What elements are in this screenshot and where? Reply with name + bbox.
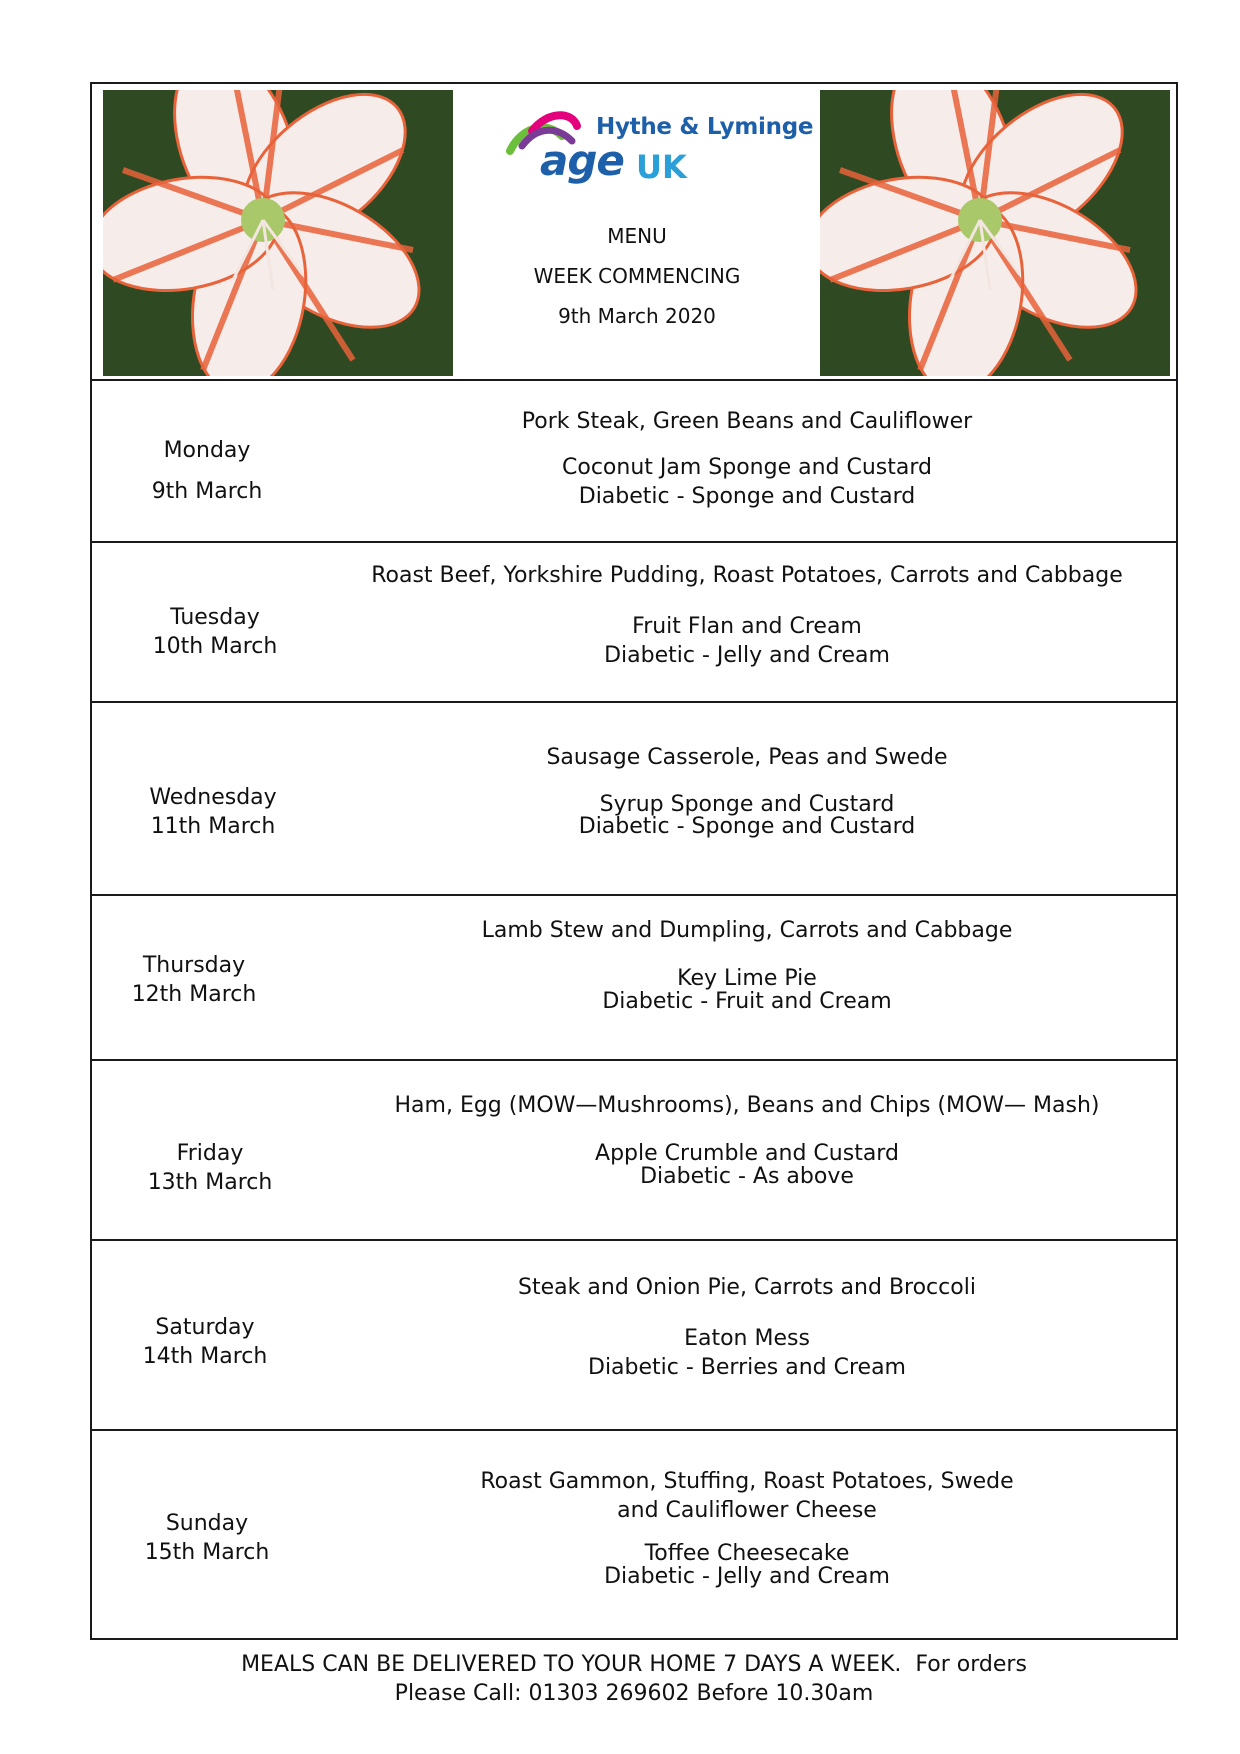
day-cell <box>98 783 328 841</box>
diabetic-option: Diabetic - Berries and Cream <box>588 1355 906 1380</box>
day-date: 13th March <box>147 1170 273 1195</box>
meal-cell <box>362 561 1132 670</box>
day-date: 12th March <box>131 982 257 1007</box>
dessert: Eaton Mess <box>684 1326 810 1351</box>
diabetic-option: Diabetic - Sponge and Custard <box>578 484 916 509</box>
day-cell <box>79 951 309 1009</box>
meal-cell <box>362 1273 1132 1382</box>
menu-row-sunday <box>92 1431 1176 1640</box>
diabetic-option: Diabetic - Jelly and Cream <box>604 1564 890 1589</box>
day-date: 14th March <box>142 1344 268 1369</box>
week-commencing-label: WEEK COMMENCING <box>533 264 741 288</box>
dessert: Fruit Flan and Cream <box>632 614 862 639</box>
age-uk-logo <box>502 106 814 196</box>
diabetic-option: Diabetic - Sponge and Custard <box>578 814 916 839</box>
dessert: Coconut Jam Sponge and Custard <box>562 455 932 480</box>
dessert: Syrup Sponge and Custard <box>599 792 895 817</box>
diabetic-option: Diabetic - As above <box>640 1164 854 1189</box>
menu-title-block <box>452 224 822 344</box>
main-course: Ham, Egg (MOW—Mushrooms), Beans and Chips (MOW— Mash) <box>394 1093 1100 1118</box>
meal-cell <box>362 916 1132 1013</box>
amaryllis-flower-image <box>820 90 1170 376</box>
day-name: Thursday <box>142 953 246 978</box>
day-cell <box>95 1139 325 1197</box>
day-date: 10th March <box>152 634 278 659</box>
menu-label: MENU <box>607 224 667 248</box>
menu-row-tuesday <box>92 543 1176 703</box>
dessert: Toffee Cheesecake <box>644 1541 850 1566</box>
day-name: Friday <box>176 1141 244 1166</box>
org-name: Hythe & Lyminge <box>596 114 814 140</box>
day-name: Sunday <box>165 1511 249 1536</box>
delivery-footer <box>90 1650 1178 1708</box>
amaryllis-flower-image <box>103 90 453 376</box>
logo-age-text: age <box>540 136 624 185</box>
main-course: Sausage Casserole, Peas and Swede <box>546 745 948 770</box>
main-course: Lamb Stew and Dumpling, Carrots and Cabbage <box>481 918 1013 943</box>
dessert: Apple Crumble and Custard <box>595 1141 899 1166</box>
menu-row-friday <box>92 1061 1176 1241</box>
menu-row-monday <box>92 381 1176 543</box>
dessert: Key Lime Pie <box>677 966 817 991</box>
day-cell <box>92 436 322 506</box>
day-cell <box>100 603 330 661</box>
day-name: Monday <box>163 438 251 463</box>
day-cell <box>92 1509 322 1567</box>
menu-row-thursday <box>92 896 1176 1061</box>
menu-row-wednesday <box>92 703 1176 896</box>
menu-header <box>92 84 1176 381</box>
main-course: Roast Gammon, Stuffing, Roast Potatoes, Swede <box>480 1469 1014 1494</box>
meal-cell <box>362 407 1132 511</box>
meal-cell <box>362 1091 1132 1188</box>
meal-cell <box>362 743 1132 838</box>
main-course: Steak and Onion Pie, Carrots and Broccoli <box>518 1275 976 1300</box>
day-date: 15th March <box>144 1540 270 1565</box>
day-name: Wednesday <box>149 785 277 810</box>
day-date: 11th March <box>150 814 276 839</box>
flower-image-right <box>820 90 1170 376</box>
diabetic-option: Diabetic - Fruit and Cream <box>602 989 892 1014</box>
main-course: Pork Steak, Green Beans and Cauliflower <box>521 409 973 434</box>
flower-image-left <box>103 90 453 376</box>
day-name: Saturday <box>155 1315 255 1340</box>
footer-line-1: MEALS CAN BE DELIVERED TO YOUR HOME 7 DAYS A WEEK. For orders <box>241 1652 1027 1677</box>
diabetic-option: Diabetic - Jelly and Cream <box>604 643 890 668</box>
meal-cell <box>362 1467 1132 1588</box>
day-cell <box>90 1313 320 1371</box>
logo-uk-text: UK <box>636 148 687 186</box>
main-course: Roast Beef, Yorkshire Pudding, Roast Potatoes, Carrots and Cabbage <box>371 563 1123 588</box>
menu-row-saturday <box>92 1241 1176 1431</box>
day-date: 9th March <box>151 479 263 504</box>
footer-line-2: Please Call: 01303 269602 Before 10.30am <box>394 1681 874 1706</box>
week-date: 9th March 2020 <box>558 304 716 328</box>
main-course-line-2: and Cauliflower Cheese <box>617 1498 877 1523</box>
day-name: Tuesday <box>170 605 260 630</box>
menu-frame <box>90 82 1178 1640</box>
